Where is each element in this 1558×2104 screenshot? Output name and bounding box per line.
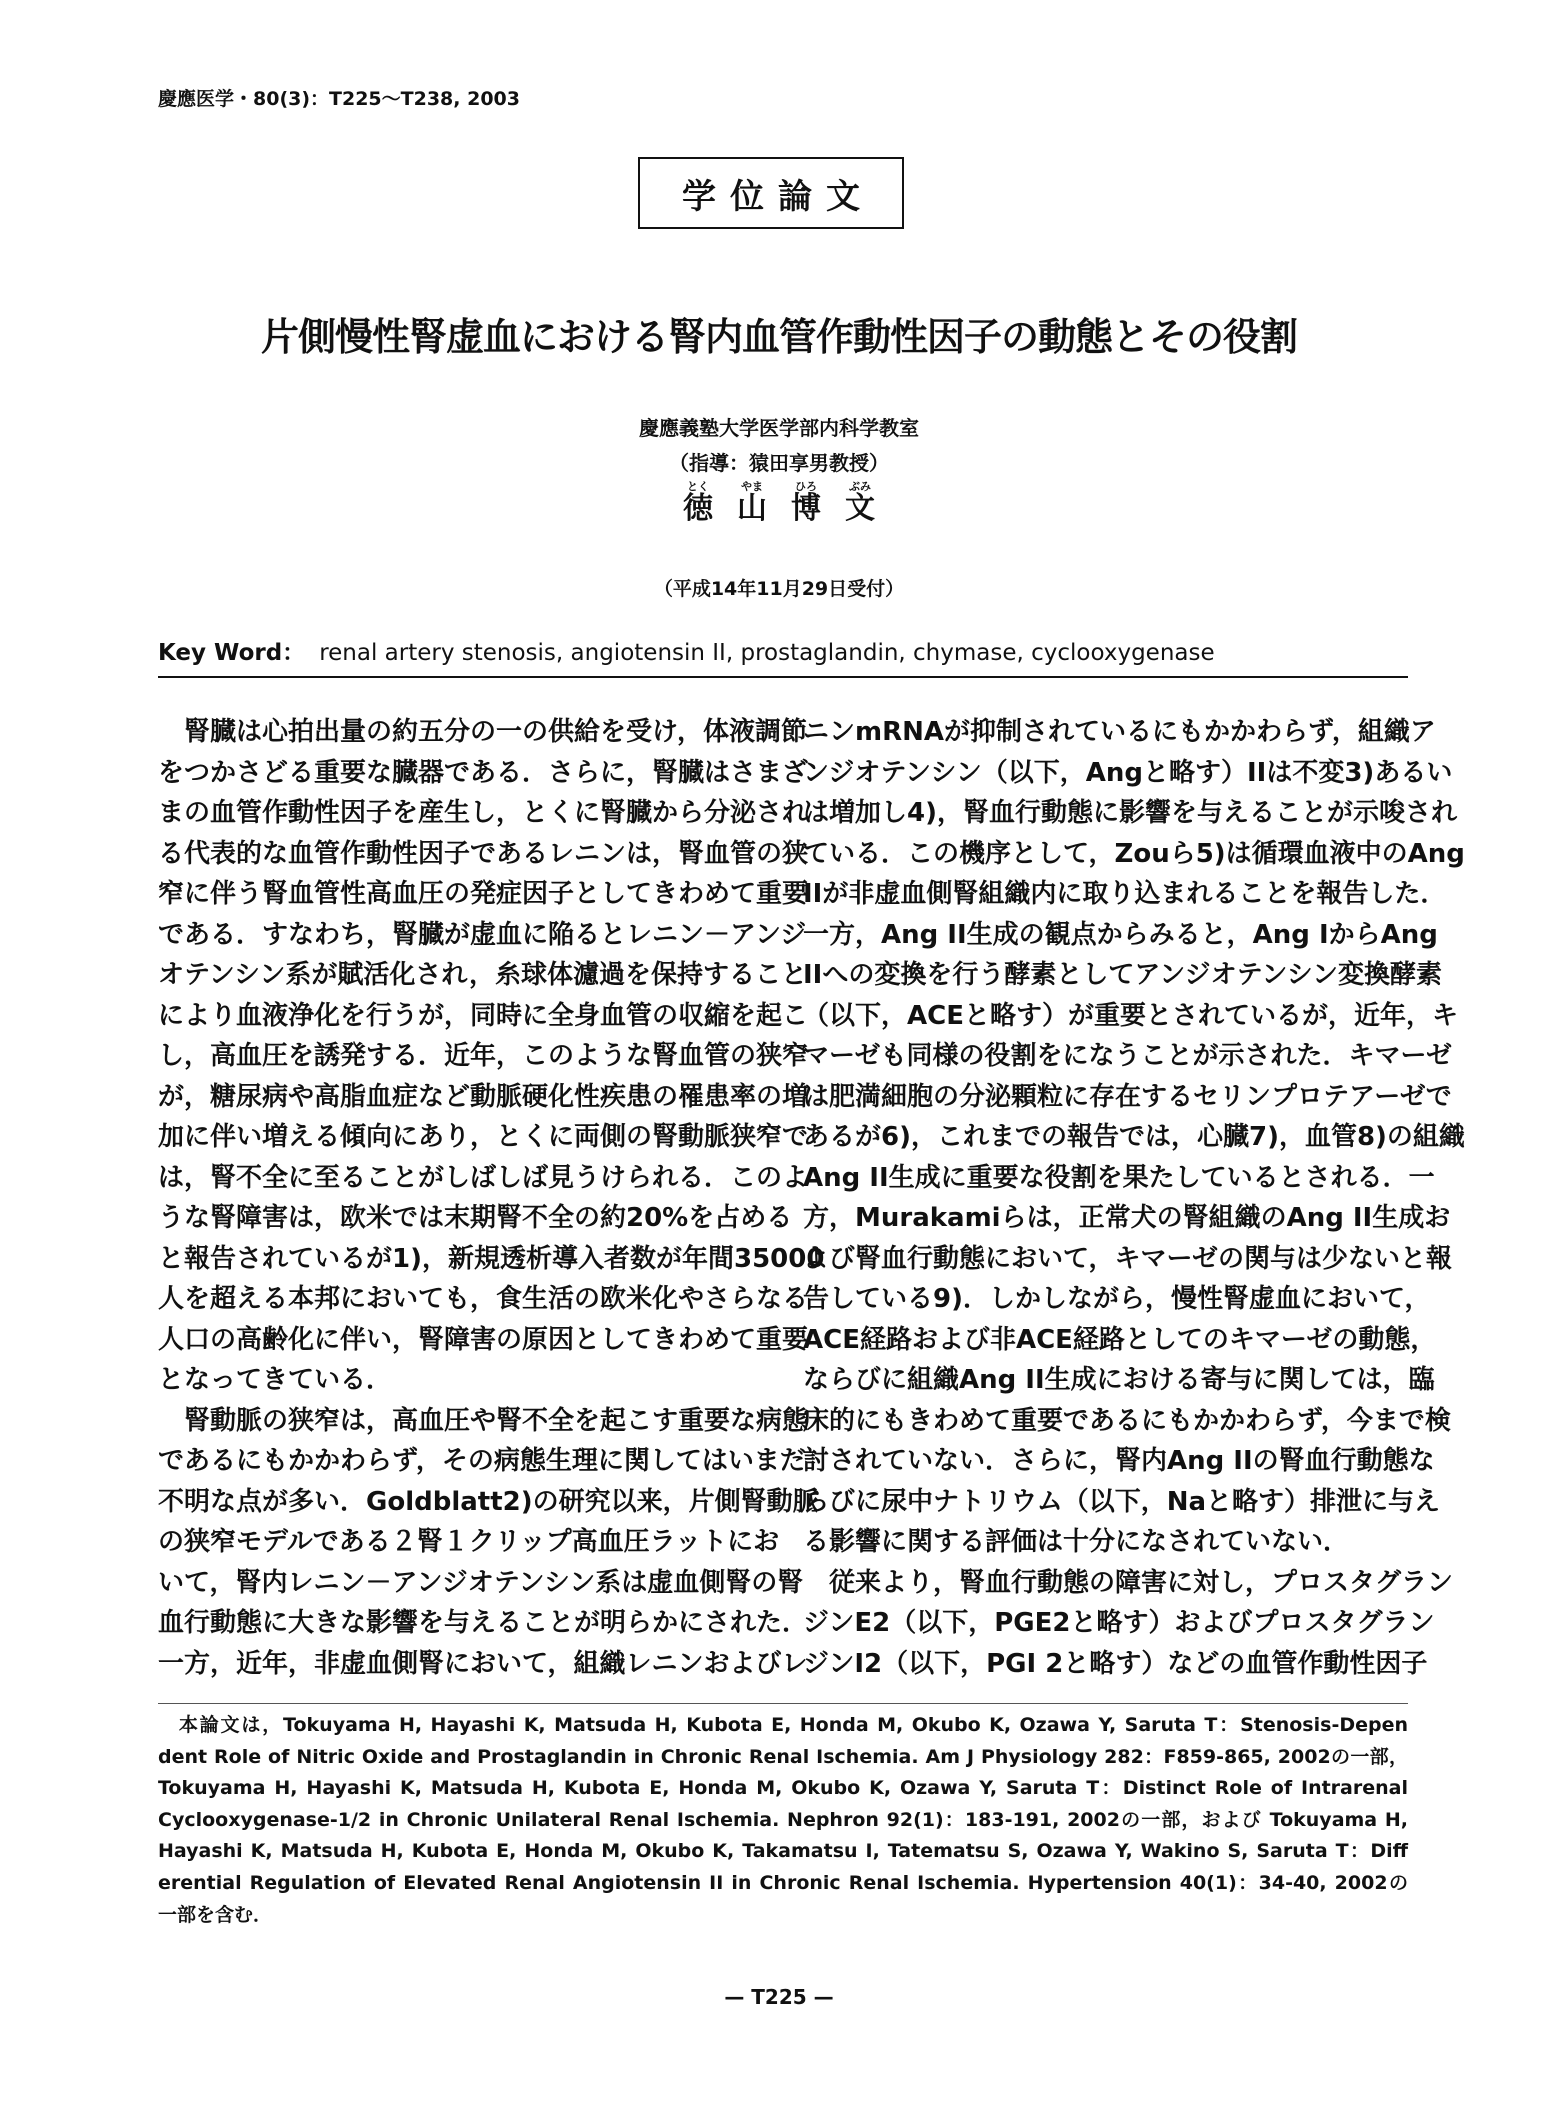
text-line: は肥満細胞の分泌顆粒に存在するセリンプロテアーゼで [803, 1081, 1452, 1112]
text-line: ACE経路および非ACE経路としてのキマーゼの動態， [803, 1324, 1437, 1355]
kanji: 博 [791, 491, 821, 526]
kanji: 徳 [683, 491, 713, 526]
ruby: とく [687, 480, 709, 493]
text-line: と報告されているが1)，新規透析導入者数が年間35000 [158, 1243, 825, 1274]
text-line: IIが非虚血側腎組織内に取り込まれることを報告した． [803, 879, 1447, 909]
text-line: うな腎障害は，欧米では末期腎不全の約20%を占める [158, 1203, 793, 1233]
text-line: 不明な点が多い．Goldblatt2)の研究以来，片側腎動脈 [158, 1486, 819, 1517]
text-line: の狭窄モデルである２腎１クリップ高血圧ラットにお [158, 1527, 780, 1557]
text-line: あるが6)，これまでの報告では，心臓7)，血管8)の組織 [803, 1122, 1465, 1152]
text-line: は，腎不全に至ることがしばしば見うけられる．このよ [158, 1162, 809, 1193]
kanji: 山 [737, 491, 767, 526]
text-line: をつかさどる重要な臓器である．さらに，腎臓はさまざ [158, 757, 809, 788]
text-line: Cyclooxygenase-1/2 in Chronic Unilateral Renal Ischemia. Nephron 92(1)：183-191, 2002の一部，および Tokuyama H, [158, 1808, 1408, 1831]
text-line: が，糖尿病や高脂血症など動脈硬化性疾患の罹患率の増 [158, 1081, 809, 1112]
text-line: 方，Murakamiらは，正常犬の腎組織のAng II生成お [803, 1203, 1451, 1233]
page-number: — T225 — [724, 1985, 834, 2009]
author-char [683, 478, 713, 526]
author-char [845, 478, 875, 526]
text-line: IIへの変換を行う酵素としてアンジオテンシン変換酵素 [803, 960, 1443, 990]
body-column-right [803, 712, 1465, 1684]
text-line: よび腎血行動態において，キマーゼの関与は少ないと報 [803, 1243, 1452, 1274]
text-line: 一方，Ang II生成の観点からみると，Ang IからAng [803, 919, 1438, 950]
text-line: （以下，ACEと略す）が重要とされているが，近年，キ [803, 1000, 1458, 1031]
text-line: により血液浄化を行うが，同時に全身血管の収縮を起こ [158, 1000, 809, 1031]
text-line: erential Regulation of Elevated Renal Angiotensin II in Chronic Renal Ischemia. Hypertension 40(1)：34-40, 2002の [158, 1871, 1408, 1894]
keywords-label: Key Word： [158, 640, 306, 666]
text-line: らびに尿中ナトリウム（以下，Naと略す）排泄に与え [803, 1486, 1441, 1517]
text-line: マーゼも同様の役割をになうことが示された．キマーゼ [803, 1041, 1452, 1071]
text-line: 窄に伴う腎血管性高血圧の発症因子としてきわめて重要 [158, 879, 809, 909]
text-line: ならびに組織Ang II生成における寄与に関しては，臨 [803, 1365, 1435, 1395]
text-line: 血行動態に大きな影響を与えることが明らかにされた． [158, 1608, 809, 1638]
footnote [158, 1710, 1408, 1931]
text-line: ジンE2（以下，PGE2と略す）およびプロスタグラン [803, 1608, 1435, 1638]
text-line: 本論文は，Tokuyama H, Hayashi K, Matsuda H, Kubota E, Honda M, Okubo K, Ozawa Y, Saruta T：Stenosis-Depen [158, 1714, 1408, 1736]
text-line: Hayashi K, Matsuda H, Kubota E, Honda M, Okubo K, Takamatsu I, Tatematsu S, Ozawa Y, Wakino S, Saruta T：Diff [158, 1840, 1408, 1863]
text-line: ニンmRNAが抑制されているにもかかわらず，組織ア [803, 717, 1436, 747]
text-line: いて，腎内レニン－アンジオテンシン系は虚血側腎の腎 [158, 1567, 804, 1598]
kanji: 文 [845, 491, 875, 526]
received-date: （平成14年11月29日受付） [653, 578, 905, 600]
ruby: ぶみ [849, 480, 871, 493]
supervisor: （指導：猿田享男教授） [669, 451, 889, 475]
text-line: Ang II生成に重要な役割を果たしているとされる．一 [803, 1162, 1435, 1193]
author-char [737, 478, 767, 526]
footnote-divider [158, 1703, 1408, 1704]
author-name [0, 478, 1558, 526]
text-line: 従来より，腎血行動態の障害に対し，プロスタグラン [803, 1567, 1454, 1598]
divider [158, 676, 1408, 678]
text-line: し，高血圧を誘発する．近年，このような腎血管の狭窄 [158, 1041, 809, 1071]
text-line: る影響に関する評価は十分になされていない． [803, 1527, 1350, 1557]
text-line: である．すなわち，腎臓が虚血に陥るとレニン－アンジ [158, 919, 807, 950]
affiliation: 慶應義塾大学医学部内科学教室 [639, 416, 919, 440]
text-line: であるにもかかわらず，その病態生理に関してはいまだ [158, 1446, 806, 1476]
body-column-left [158, 712, 825, 1684]
journal-reference: 慶應医学・80(3)：T225〜T238, 2003 [158, 88, 520, 110]
text-line: 腎臓は心拍出量の約五分の一の供給を受け，体液調節 [158, 717, 807, 747]
text-line: まの血管作動性因子を産生し，とくに腎臓から分泌され [158, 798, 809, 828]
text-line: オテンシン系が賦活化され，糸球体濾過を保持すること [158, 960, 807, 990]
text-line: となってきている． [158, 1365, 393, 1395]
text-line: dent Role of Nitric Oxide and Prostaglandin in Chronic Renal Ischemia. Am J Physiology 282：F859-865, 2002の一部， [158, 1745, 1408, 1768]
keywords-value: renal artery stenosis, angiotensin II, prostaglandin, chymase, cyclooxygenase [319, 640, 1215, 666]
article-title: 片側慢性腎虚血における腎内血管作動性因子の動態とその役割 [260, 315, 1297, 359]
ruby: やま [741, 480, 763, 493]
text-line: 告している9)．しかしながら，慢性腎虚血において， [803, 1284, 1431, 1314]
keywords [158, 634, 1215, 667]
text-line: ている．この機序として，Zouら5)は循環血液中のAng [803, 838, 1465, 869]
text-line: る代表的な血管作動性因子であるレニンは，腎血管の狭 [158, 838, 809, 869]
text-line: は増加し4)，腎血行動態に影響を与えることが示唆され [803, 798, 1457, 828]
article-type-badge: 学位論文 [638, 157, 904, 229]
text-line: 加に伴い増える傾向にあり，とくに両側の腎動脈狭窄で [158, 1122, 809, 1152]
text-line: 一方，近年，非虚血側腎において，組織レニンおよびレ [158, 1648, 808, 1679]
ruby: ひろ [795, 480, 817, 493]
author-char [791, 478, 821, 526]
text-line: Tokuyama H, Hayashi K, Matsuda H, Kubota E, Honda M, Okubo K, Ozawa Y, Saruta T：Distinct Role of Intrarenal [158, 1777, 1408, 1800]
text-line: 人口の高齢化に伴い，腎障害の原因としてきわめて重要 [158, 1324, 809, 1355]
text-line: ンジオテンシン（以下，Angと略す）IIは不変3)あるい [803, 757, 1453, 788]
text-line: 腎動脈の狭窄は，高血圧や腎不全を起こす重要な病態 [158, 1405, 809, 1436]
text-line: 床的にもきわめて重要であるにもかかわらず，今まで検 [803, 1405, 1451, 1436]
text-line: ジンI2（以下，PGI 2と略す）などの血管作動性因子 [803, 1648, 1428, 1679]
text-line: 人を超える本邦においても，食生活の欧米化やさらなる [158, 1284, 809, 1314]
text-line: 討されていない．さらに，腎内Ang IIの腎血行動態な [803, 1446, 1435, 1476]
text-line: 一部を含む． [158, 1903, 273, 1926]
